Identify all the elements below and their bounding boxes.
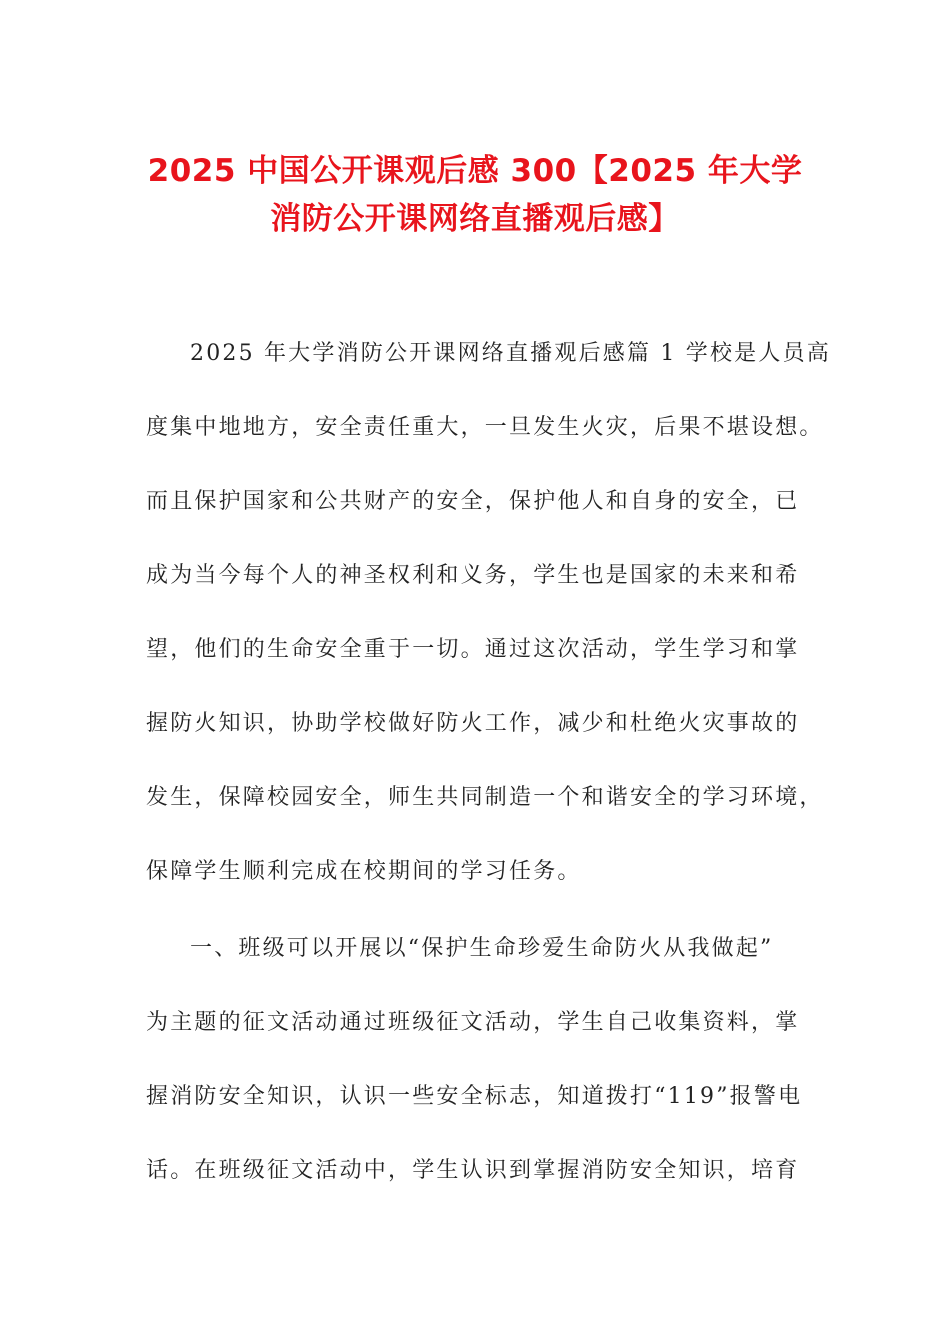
text-line: 握防火知识，协助学校做好防火工作，减少和杜绝火灾事故的: [146, 711, 800, 736]
text-line: 成为当今每个人的神圣权利和义务，学生也是国家的未来和希: [146, 563, 800, 588]
text-line: 而且保护国家和公共财产的安全，保护他人和自身的安全，已: [146, 489, 800, 514]
document-title: [100, 147, 850, 243]
paragraph-1: [146, 330, 831, 922]
text-line: 为主题的征文活动通过班级征文活动，学生自己收集资料，掌: [146, 1010, 800, 1035]
text-line: 度集中地地方，安全责任重大，一旦发生火灾，后果不堪设想。: [146, 415, 824, 440]
paragraph-2: [146, 925, 806, 1221]
text-line: 一、班级可以开展以“保护生命珍爱生命防火从我做起”: [190, 936, 774, 961]
text-line: 话。在班级征文活动中，学生认识到掌握消防安全知识，培育: [146, 1158, 800, 1183]
text-line: 2025 年大学消防公开课网络直播观后感篇 1 学校是人员高: [190, 341, 831, 366]
text-line: 望，他们的生命安全重于一切。通过这次活动，学生学习和掌: [146, 637, 800, 662]
title-line: 消防公开课网络直播观后感】: [270, 201, 680, 237]
text-line: 发生，保障校园安全，师生共同制造一个和谐安全的学习环境，: [146, 785, 824, 810]
text-line: 保障学生顺利完成在校期间的学习任务。: [146, 859, 582, 884]
text-line: 握消防安全知识，认识一些安全标志，知道拨打“119”报警电: [146, 1084, 803, 1109]
title-line: 2025 中国公开课观后感 300【2025 年大学: [147, 153, 803, 189]
